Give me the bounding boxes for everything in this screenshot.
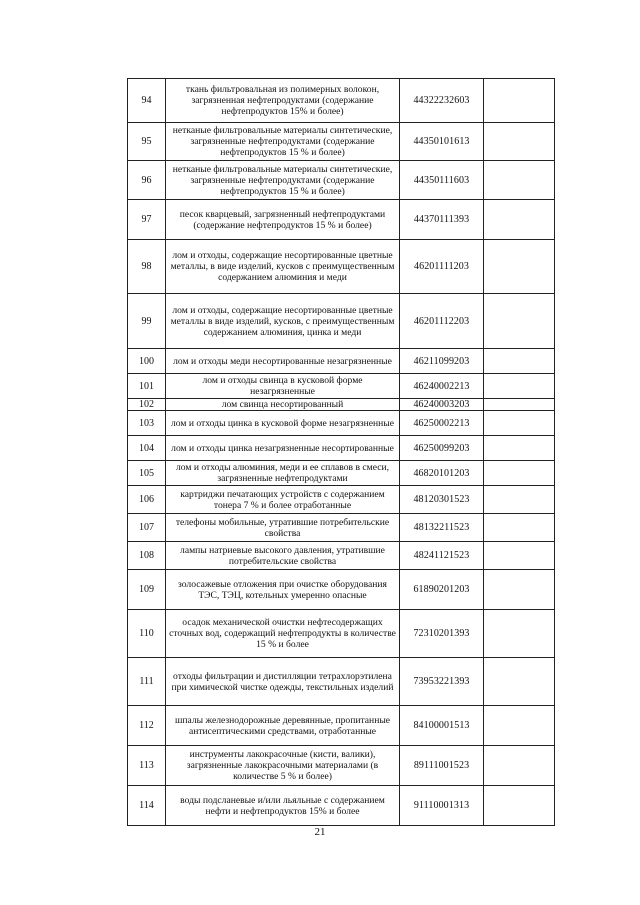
waste-name: осадок механической очистки нефтесодержащих сточных вод, содержащий нефтепродукты в количестве 15 % и более <box>166 610 400 658</box>
empty-cell <box>484 706 555 746</box>
table-row <box>128 658 555 706</box>
fkko-code: 46250002213 <box>400 411 484 436</box>
fkko-code: 44350101613 <box>400 123 484 161</box>
table-row <box>128 161 555 200</box>
empty-cell <box>484 570 555 610</box>
empty-cell <box>484 79 555 123</box>
empty-cell <box>484 294 555 349</box>
waste-name: ткань фильтровальная из полимерных волокон, загрязненная нефтепродуктами (содержание нефтепродуктов 15% и более) <box>166 79 400 123</box>
waste-name: телефоны мобильные, утратившие потребительские свойства <box>166 514 400 542</box>
page-number: 21 <box>314 826 326 838</box>
table-row <box>128 436 555 461</box>
table-row <box>128 706 555 746</box>
row-number: 105 <box>128 461 166 486</box>
row-number: 103 <box>128 411 166 436</box>
fkko-code: 46201111203 <box>400 240 484 294</box>
table-row <box>128 374 555 399</box>
empty-cell <box>484 161 555 200</box>
table-row <box>128 570 555 610</box>
row-number: 109 <box>128 570 166 610</box>
fkko-code: 73953221393 <box>400 658 484 706</box>
table-row <box>128 123 555 161</box>
waste-name: золосажевые отложения при очистке оборудования ТЭС, ТЭЦ, котельных умеренно опасные <box>166 570 400 610</box>
row-number: 110 <box>128 610 166 658</box>
fkko-code: 48241121523 <box>400 542 484 570</box>
waste-name: воды подсланевые и/или льяльные с содержанием нефти и нефтепродуктов 15% и более <box>166 786 400 826</box>
table-row <box>128 200 555 240</box>
empty-cell <box>484 461 555 486</box>
fkko-code: 46820101203 <box>400 461 484 486</box>
empty-cell <box>484 200 555 240</box>
waste-name: инструменты лакокрасочные (кисти, валики), загрязненные лакокрасочными материалами (в количестве 5 % и более) <box>166 746 400 786</box>
table-row <box>128 79 555 123</box>
table-row <box>128 786 555 826</box>
empty-cell <box>484 123 555 161</box>
waste-name: лом и отходы цинка незагрязненные несортированные <box>166 436 400 461</box>
waste-name: лом и отходы свинца в кусковой форме незагрязненные <box>166 374 400 399</box>
waste-name: лом свинца несортированный <box>166 399 400 411</box>
empty-cell <box>484 786 555 826</box>
fkko-code: 91110001313 <box>400 786 484 826</box>
row-number: 98 <box>128 240 166 294</box>
row-number: 101 <box>128 374 166 399</box>
table-row <box>128 514 555 542</box>
empty-cell <box>484 399 555 411</box>
fkko-code: 61890201203 <box>400 570 484 610</box>
table-row <box>128 411 555 436</box>
waste-name: шпалы железнодорожные деревянные, пропитанные антисептическими средствами, отработанные <box>166 706 400 746</box>
waste-name: нетканые фильтровальные материалы синтетические, загрязненные нефтепродуктами (содержание нефтепродуктов 15 % и более) <box>166 123 400 161</box>
row-number: 94 <box>128 79 166 123</box>
empty-cell <box>484 658 555 706</box>
table-row <box>128 349 555 374</box>
waste-name: песок кварцевый, загрязненный нефтепродуктами (содержание нефтепродуктов 15 % и более) <box>166 200 400 240</box>
waste-name: картриджи печатающих устройств с содержанием тонера 7 % и более отработанные <box>166 486 400 514</box>
empty-cell <box>484 486 555 514</box>
fkko-code: 46240003203 <box>400 399 484 411</box>
waste-name: нетканые фильтровальные материалы синтетические, загрязненные нефтепродуктами (содержание нефтепродуктов 15 % и более) <box>166 161 400 200</box>
fkko-code: 46211099203 <box>400 349 484 374</box>
waste-table <box>127 78 555 826</box>
row-number: 97 <box>128 200 166 240</box>
row-number: 95 <box>128 123 166 161</box>
fkko-code: 44370111393 <box>400 200 484 240</box>
waste-name: лом и отходы алюминия, меди и ее сплавов в смеси, загрязненные нефтепродуктами <box>166 461 400 486</box>
row-number: 113 <box>128 746 166 786</box>
empty-cell <box>484 240 555 294</box>
table-row <box>128 542 555 570</box>
table-row <box>128 610 555 658</box>
fkko-code: 89111001523 <box>400 746 484 786</box>
row-number: 106 <box>128 486 166 514</box>
table-row <box>128 399 555 411</box>
empty-cell <box>484 746 555 786</box>
table-row <box>128 746 555 786</box>
row-number: 102 <box>128 399 166 411</box>
row-number: 108 <box>128 542 166 570</box>
table-row <box>128 461 555 486</box>
fkko-code: 48132211523 <box>400 514 484 542</box>
row-number: 104 <box>128 436 166 461</box>
fkko-code: 46250099203 <box>400 436 484 461</box>
row-number: 111 <box>128 658 166 706</box>
waste-name: отходы фильтрации и дистилляции тетрахлорэтилена при химической чистке одежды, текстильных изделий <box>166 658 400 706</box>
empty-cell <box>484 542 555 570</box>
fkko-code: 46240002213 <box>400 374 484 399</box>
empty-cell <box>484 436 555 461</box>
empty-cell <box>484 610 555 658</box>
waste-name: лом и отходы цинка в кусковой форме незагрязненные <box>166 411 400 436</box>
empty-cell <box>484 349 555 374</box>
table-row <box>128 240 555 294</box>
empty-cell <box>484 374 555 399</box>
row-number: 100 <box>128 349 166 374</box>
empty-cell <box>484 514 555 542</box>
fkko-code: 44322232603 <box>400 79 484 123</box>
table-row <box>128 486 555 514</box>
empty-cell <box>484 411 555 436</box>
waste-name: лампы натриевые высокого давления, утратившие потребительские свойства <box>166 542 400 570</box>
fkko-code: 72310201393 <box>400 610 484 658</box>
waste-name: лом и отходы, содержащие несортированные цветные металлы в виде изделий, кусков, с преимущественным содержанием алюминия, цинка и меди <box>166 294 400 349</box>
table-row <box>128 294 555 349</box>
row-number: 112 <box>128 706 166 746</box>
row-number: 114 <box>128 786 166 826</box>
fkko-code: 44350111603 <box>400 161 484 200</box>
row-number: 107 <box>128 514 166 542</box>
fkko-code: 84100001513 <box>400 706 484 746</box>
fkko-code: 46201112203 <box>400 294 484 349</box>
waste-name: лом и отходы меди несортированные незагрязненные <box>166 349 400 374</box>
waste-table-body <box>128 79 555 826</box>
row-number: 96 <box>128 161 166 200</box>
fkko-code: 48120301523 <box>400 486 484 514</box>
waste-name: лом и отходы, содержащие несортированные цветные металлы, в виде изделий, кусков с преимущественным содержанием алюминия и меди <box>166 240 400 294</box>
row-number: 99 <box>128 294 166 349</box>
